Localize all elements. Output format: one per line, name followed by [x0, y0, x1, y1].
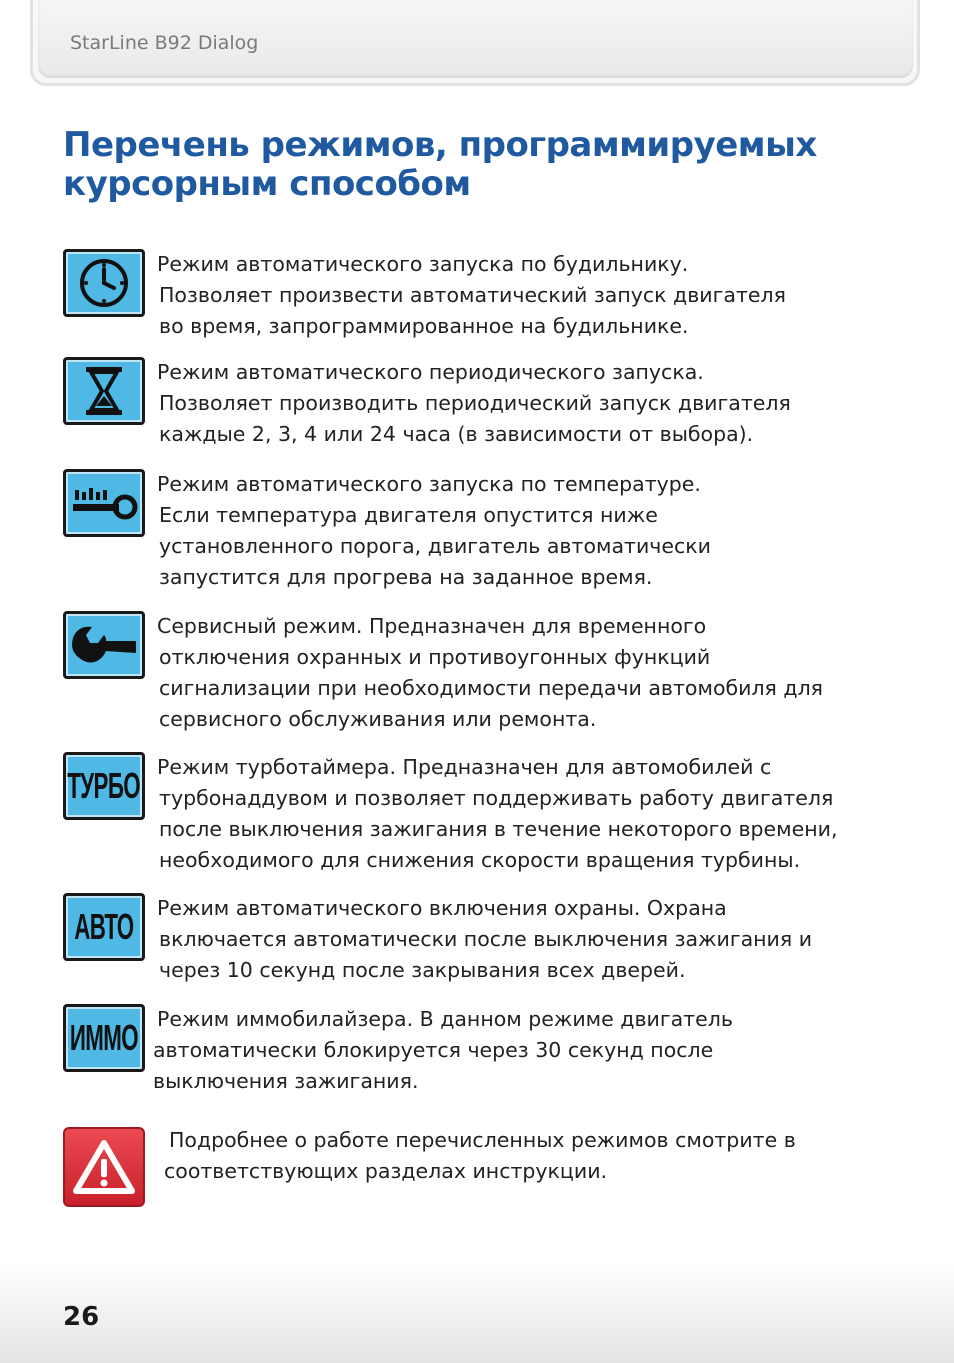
hourglass-icon: [63, 357, 145, 425]
page-footer: [0, 1262, 954, 1363]
mode-line: отключения охранных и противоугонных функций: [159, 645, 711, 669]
mode-line: Позволяет производить периодический запуск двигателя: [159, 391, 791, 415]
mode-line: каждые 2, 3, 4 или 24 часа (в зависимости от выбора).: [159, 422, 754, 446]
turbo-icon: [63, 752, 145, 820]
mode-line: Позволяет произвести автоматический запуск двигателя: [159, 283, 786, 307]
mode-line: Режим иммобилайзера. В данном режиме двигатель: [157, 1007, 733, 1031]
mode-description: [157, 249, 877, 342]
mode-description: [157, 611, 877, 735]
mode-line: через 10 секунд после закрывания всех дверей.: [159, 958, 686, 982]
mode-line: сигнализации при необходимости передачи автомобиля для: [159, 676, 824, 700]
mode-line: турбонаддувом и позволяет поддерживать работу двигателя: [159, 786, 834, 810]
auto-icon: [63, 893, 145, 961]
auto-icon-label: АВТО: [74, 906, 134, 947]
warning-icon: [63, 1127, 145, 1207]
mode-description: [157, 752, 877, 876]
immo-icon: [63, 1004, 145, 1072]
wrench-icon: [63, 611, 145, 679]
mode-line: Режим турботаймера. Предназначен для автомобилей с: [157, 755, 772, 779]
alarm-clock-icon: [63, 249, 145, 317]
mode-line: сервисного обслуживания или ремонта.: [159, 707, 597, 731]
page-title: [63, 126, 817, 204]
immo-icon-label: ИММО: [69, 1017, 139, 1058]
mode-line: Режим автоматического запуска по температуре.: [157, 472, 701, 496]
mode-line: Если температура двигателя опустится ниже: [159, 503, 658, 527]
mode-line: Режим автоматического запуска по будильнику.: [157, 252, 689, 276]
mode-description: [153, 1004, 873, 1097]
mode-line: включается автоматически после выключения зажигания и: [159, 927, 813, 951]
page-title-line-2: курсорным способом: [63, 164, 471, 204]
mode-line: Режим автоматического включения охраны. Охрана: [157, 896, 727, 920]
mode-line: Режим автоматического периодического запуска.: [157, 360, 704, 384]
mode-line: необходимого для снижения скорости вращения турбины.: [159, 848, 801, 872]
turbo-icon-label: ТУРБО: [67, 765, 141, 806]
page-title-line-1: Перечень режимов, программируемых: [63, 125, 817, 165]
mode-line: запустится для прогрева на заданное время.: [159, 565, 653, 589]
thermometer-icon: [63, 469, 145, 537]
mode-line: установленного порога, двигатель автоматически: [159, 534, 711, 558]
brand-label: StarLine B92 Dialog: [70, 32, 259, 54]
mode-line: после выключения зажигания в течение некоторого времени,: [159, 817, 838, 841]
note-line: Подробнее о работе перечисленных режимов смотрите в: [169, 1128, 796, 1152]
page-number: 26: [63, 1302, 100, 1332]
mode-line: выключения зажигания.: [153, 1069, 419, 1093]
note-text: [164, 1125, 864, 1187]
mode-description: [157, 893, 877, 986]
note-line: соответствующих разделах инструкции.: [164, 1159, 608, 1183]
mode-line: Сервисный режим. Предназначен для временного: [157, 614, 707, 638]
mode-line: во время, запрограммированное на будильнике.: [159, 314, 689, 338]
mode-description: [157, 357, 877, 450]
mode-line: автоматически блокируется через 30 секунд после: [153, 1038, 714, 1062]
mode-description: [157, 469, 877, 593]
